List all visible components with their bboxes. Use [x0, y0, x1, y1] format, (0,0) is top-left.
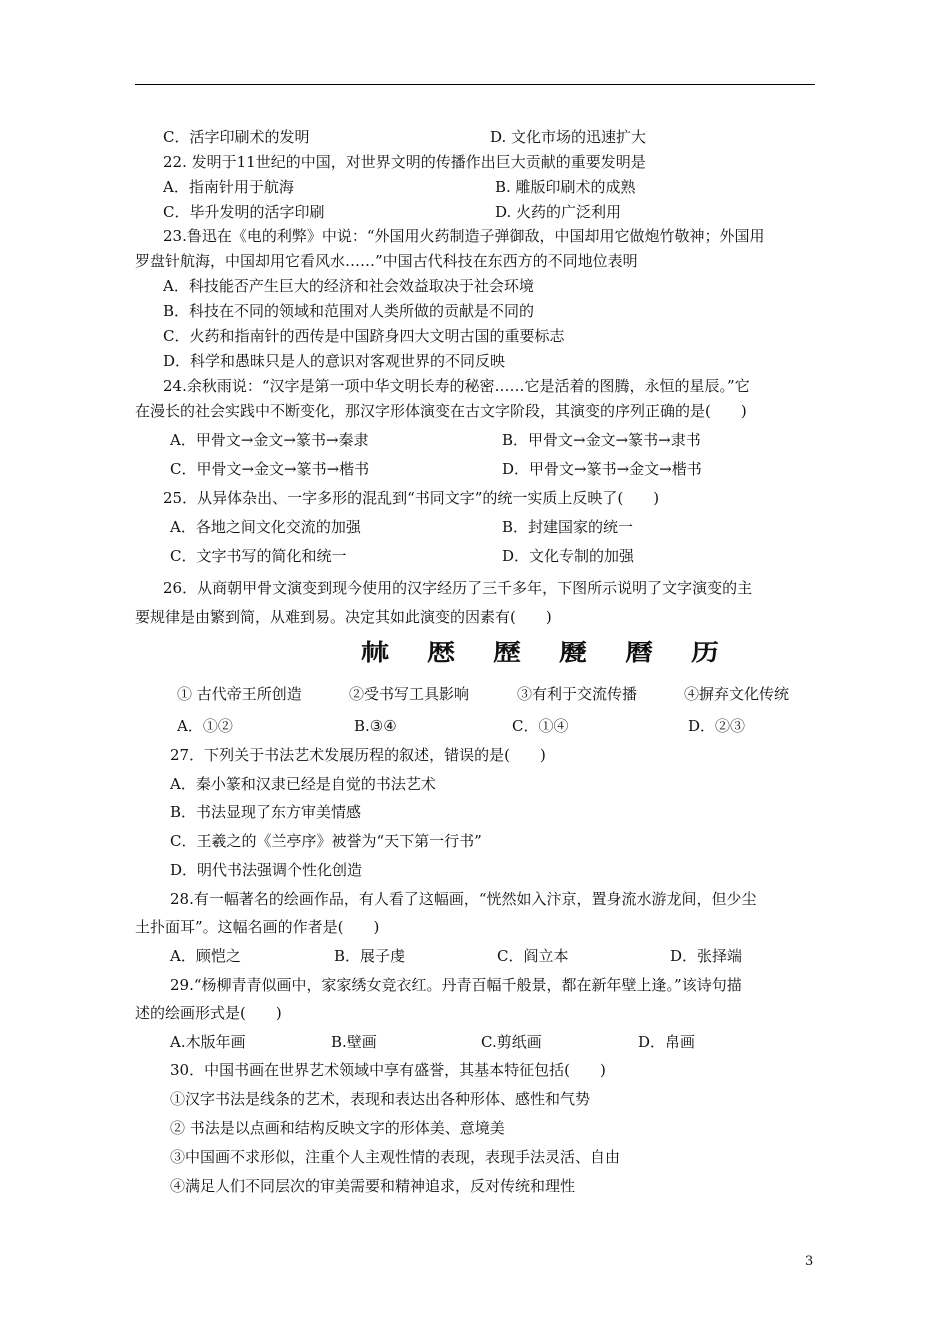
q30-item-3: ③中国画不求形似，注重个人主观性情的表现，表现手法灵活、自由 — [170, 1148, 621, 1166]
q27-option-c: C．王羲之的《兰亭序》被誉为“天下第一行书” — [170, 832, 482, 850]
q24-option-d: D．甲骨文→篆书→金文→楷书 — [502, 460, 702, 478]
q28-option-b: B．展子虔 — [334, 947, 406, 965]
q23-stem-line1: 23.鲁迅在《电的利弊》中说：“外国用火药制造子弹御敌，中国却用它做炮竹敬神；外国用 — [163, 227, 765, 245]
q26-item-4: ④摒弃文化传统 — [684, 685, 790, 703]
q26-option-b: B.③④ — [354, 717, 397, 735]
q29-option-a: A.木版年画 — [170, 1033, 246, 1051]
q28-stem-line1: 28.有一幅著名的绘画作品，有人看了这幅画，“恍然如入汴京，置身流水游龙间，但少尘 — [170, 890, 757, 908]
q30-stem: 30．中国书画在世界艺术领域中享有盛誉，其基本特征包括( ) — [170, 1061, 606, 1079]
q23-option-c: C．火药和指南针的西传是中国跻身四大文明古国的重要标志 — [163, 327, 565, 345]
q26-item-1: ① 古代帝王所创造 — [177, 685, 302, 703]
q29-option-c: C.剪纸画 — [481, 1033, 542, 1051]
q25-stem: 25．从异体杂出、一字多形的混乱到“书同文字”的统一实质上反映了( ) — [163, 489, 660, 507]
q29-option-d: D．帛画 — [638, 1033, 696, 1051]
q27-option-a: A．秦小篆和汉隶已经是自觉的书法艺术 — [170, 775, 436, 793]
q28-option-a: A．顾恺之 — [170, 947, 241, 965]
page-number: 3 — [805, 1254, 814, 1269]
q27-stem: 27．下列关于书法艺术发展历程的叙述，错误的是( ) — [170, 746, 546, 764]
glyph-stage-4: 㽁 — [558, 638, 589, 666]
glyph-stage-5: 曆 — [624, 638, 655, 666]
q22-option-c: C．毕升发明的活字印刷 — [163, 203, 325, 221]
glyph-stage-1: 𣏟 — [360, 638, 391, 666]
q29-stem-line2: 述的绘画形式是( ) — [135, 1004, 282, 1022]
q28-option-c: C．阎立本 — [497, 947, 569, 965]
q22-stem: 22. 发明于11世纪的中国，对世界文明的传播作出巨大贡献的重要发明是 — [163, 153, 646, 171]
q21-option-c: C．活字印刷术的发明 — [163, 128, 310, 146]
q27-option-b: B．书法显现了东方审美情感 — [170, 803, 362, 821]
q28-stem-line2: 土扑面耳”。这幅名画的作者是( ) — [135, 918, 380, 936]
q25-option-b: B．封建国家的统一 — [502, 518, 634, 536]
q26-option-c: C．①④ — [512, 717, 569, 735]
glyph-stage-6: 历 — [690, 638, 721, 666]
character-evolution-figure — [355, 632, 727, 666]
q26-item-3: ③有利于交流传播 — [517, 685, 638, 703]
q22-option-a: A．指南针用于航海 — [163, 178, 294, 196]
q22-option-b: B. 雕版印刷术的成熟 — [495, 178, 636, 196]
q23-stem-line2: 罗盘针航海，中国却用它看风水……”中国古代科技在东西方的不同地位表明 — [135, 252, 638, 270]
q24-option-b: B．甲骨文→金文→篆书→隶书 — [502, 431, 701, 449]
header-rule — [135, 84, 815, 85]
q24-option-c: C．甲骨文→金文→篆书→楷书 — [170, 460, 370, 478]
q25-option-c: C．文字书写的简化和统一 — [170, 547, 347, 565]
glyph-stage-2: 厯 — [426, 638, 457, 666]
q23-option-a: A．科技能否产生巨大的经济和社会效益取决于社会环境 — [163, 277, 534, 295]
q23-option-d: D．科学和愚昧只是人的意识对客观世界的不同反映 — [163, 352, 506, 370]
q24-option-a: A．甲骨文→金文→篆书→秦隶 — [170, 431, 369, 449]
glyph-stage-3: 歷 — [492, 638, 523, 666]
q25-option-a: A．各地之间文化交流的加强 — [170, 518, 361, 536]
q23-option-b: B．科技在不同的领域和范围对人类所做的贡献是不同的 — [163, 302, 535, 320]
q24-stem-line1: 24.余秋雨说：“汉字是第一项中华文明长寿的秘密……它是活着的图腾，永恒的星辰。”它 — [163, 377, 750, 395]
q26-stem-line2: 要规律是由繁到简，从难到易。决定其如此演变的因素有( ) — [135, 608, 552, 626]
q25-option-d: D．文化专制的加强 — [502, 547, 635, 565]
q22-option-d: D. 火药的广泛利用 — [495, 203, 622, 221]
q30-item-4: ④满足人们不同层次的审美需要和精神追求，反对传统和理性 — [170, 1177, 576, 1195]
q28-option-d: D．张择端 — [670, 947, 743, 965]
q26-stem-line1: 26．从商朝甲骨文演变到现今使用的汉字经历了三千多年，下图所示说明了文字演变的主 — [163, 579, 753, 597]
q30-item-2: ② 书法是以点画和结构反映文字的形体美、意境美 — [170, 1119, 505, 1137]
q21-option-d: D. 文化市场的迅速扩大 — [490, 128, 647, 146]
q26-option-d: D．②③ — [688, 717, 746, 735]
q29-option-b: B.壁画 — [331, 1033, 377, 1051]
q27-option-d: D．明代书法强调个性化创造 — [170, 861, 363, 879]
q24-stem-line2: 在漫长的社会实践中不断变化，那汉字形体演变在古文字阶段，其演变的序列正确的是( ) — [135, 402, 747, 420]
q26-option-a: A．①② — [177, 717, 233, 735]
q30-item-1: ①汉字书法是线条的艺术，表现和表达出各种形体、感性和气势 — [170, 1090, 591, 1108]
q29-stem-line1: 29.“杨柳青青似画中，家家绣女竞衣红。丹青百幅千般景，都在新年壁上逢。”该诗句描 — [170, 976, 742, 994]
q26-item-2: ②受书写工具影响 — [349, 685, 470, 703]
